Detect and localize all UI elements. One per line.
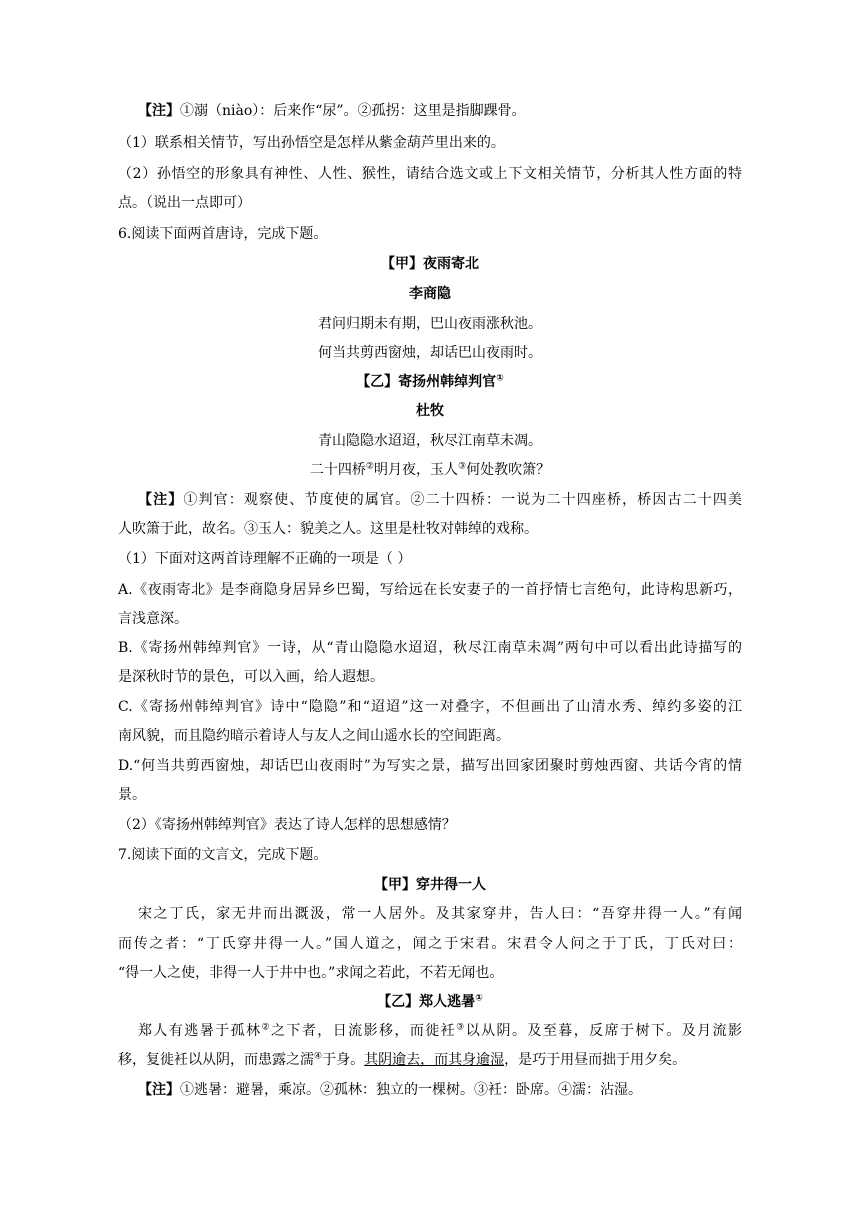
text1-title: 【甲】穿井得一人 — [374, 877, 486, 893]
footnote-mark: ③ — [456, 1022, 466, 1033]
text2-line2-c: ，是巧于用昼而拙于用夕矣。 — [504, 1052, 687, 1068]
note-text: ①溺（niào）：后来作“尿”。②孤拐：这里是指脚踝骨。 — [180, 103, 526, 119]
option-c-line1: C.《寄扬州韩绰判官》诗中“隐隐”和“迢迢”这一对叠字，不但画出了山清水秀、绰约多姿的江 — [118, 699, 742, 715]
option-d-line1: D.“何当共剪西窗烛，却话巴山夜雨时”为写实之景，描写出回家团聚时剪烛西窗、共话今宵的情 — [118, 758, 742, 774]
q5-sub2-line2: 点。（说出一点即可） — [118, 195, 251, 211]
option-a-line2: 言浅意深。 — [118, 611, 188, 627]
poem2-title — [118, 372, 742, 392]
footnote-mark: ③ — [458, 461, 467, 472]
footnote-mark: ④ — [314, 1051, 323, 1062]
poem1-line2: 何当共剪西窗烛，却话巴山夜雨时。 — [318, 345, 542, 361]
q6-note-line2: 人吹箫于此，故名。③玉人：貌美之人。这里是杜牧对韩绰的戏称。 — [118, 521, 538, 537]
poem1-title: 【甲】夜雨寄北 — [381, 256, 479, 272]
q5-sub2-line1: （2）孙悟空的形象具有神性、人性、猴性，请结合选文或上下文相关情节，分析其人性方面的特 — [118, 166, 742, 182]
note-text: ①逃暑：避暑，乘凉。②孤林：独立的一棵树。③衽：卧席。④濡：沾湿。 — [180, 1082, 642, 1098]
option-c-line2: 南风貌，而且隐约暗示着诗人与友人之间山遥水长的空间距离。 — [118, 728, 510, 744]
poem2-author: 杜牧 — [416, 403, 444, 419]
text2-line1 — [138, 1021, 742, 1041]
poem1-author: 李商隐 — [409, 286, 451, 302]
poem2-line1: 青山隐隐水迢迢，秋尽江南草未凋。 — [318, 433, 542, 449]
option-d-line2: 景。 — [118, 787, 146, 803]
text2-line1-a: 郑人有逃暑于孤林 — [138, 1023, 262, 1039]
q7-stem: 7.阅读下面的文言文，完成下题。 — [118, 847, 328, 863]
text2-line2 — [118, 1050, 742, 1070]
text2-line2-b: 于身。 — [322, 1052, 365, 1068]
note-5 — [138, 101, 762, 121]
q6-sub1: （1）下面对这两首诗理解不正确的一项是（ ） — [118, 551, 412, 567]
q6-note-line1 — [138, 490, 742, 510]
poem2-line2-b: 明月夜，玉人 — [374, 462, 458, 478]
option-b-line1: B.《寄扬州韩绰判官》一诗，从“青山隐隐水迢迢，秋尽江南草未凋”两句中可以看出此诗描写的 — [118, 640, 742, 656]
note-text: ①判官：观察使、节度使的属官。②二十四桥：一说为二十四座桥，桥因古二十四美 — [183, 492, 743, 508]
q6-stem: 6.阅读下面两首唐诗，完成下题。 — [118, 226, 328, 242]
text2-line2-a: 移，复徙衽以从阴，而患露之濡 — [118, 1052, 314, 1068]
q7-note — [138, 1080, 762, 1100]
footnote-mark: ① — [475, 993, 483, 1004]
poem2-line2 — [118, 460, 742, 480]
text1-line1: 宋之丁氏，家无井而出溉汲，常一人居外。及其家穿井，告人曰：“吾穿井得一人。”有闻 — [138, 906, 742, 922]
footnote-mark: ① — [496, 373, 504, 384]
text1-line2: 而传之者：“丁氏穿井得一人。”国人道之，闻之于宋君。宋君令人问之于丁氏，丁氏对曰： — [118, 936, 742, 952]
footnote-mark: ② — [365, 461, 374, 472]
poem2-line2-c: 何处教吹箫？ — [466, 462, 551, 478]
text2-line1-b: 之下者，日流影移，而徙衽 — [270, 1023, 457, 1039]
q5-sub1: （1）联系相关情节，写出孙悟空是怎样从紫金葫芦里出来的。 — [118, 135, 505, 151]
poem2-title-text: 【乙】寄扬州韩绰判官 — [356, 374, 497, 390]
footnote-mark: ② — [261, 1022, 271, 1033]
q6-sub2: （2）《寄扬州韩绰判官》表达了诗人怎样的思想感情？ — [118, 817, 456, 833]
text2-title — [118, 992, 742, 1012]
option-a-line1: A.《夜雨寄北》是李商隐身居异乡巴蜀，写给远在长安妻子的一首抒情七言绝句，此诗构思新巧， — [118, 582, 742, 598]
text2-title-text: 【乙】郑人逃暑 — [377, 994, 476, 1010]
note-label: 【注】 — [138, 1082, 180, 1098]
text2-line1-c: 以从阴。及至暮，反席于树下。及月流影 — [465, 1023, 743, 1039]
poem1-line1: 君问归期未有期，巴山夜雨涨秋池。 — [318, 316, 542, 332]
option-b-line2: 是深秋时节的景色，可以入画，给人遐想。 — [118, 669, 384, 685]
underlined-sentence: 其阴逾去，而其身逾湿 — [364, 1052, 505, 1068]
note-label: 【注】 — [138, 103, 180, 119]
text1-line3: “得一人之使，非得一人于井中也。”求闻之若此，不若无闻也。 — [118, 965, 504, 981]
note-label: 【注】 — [138, 492, 184, 508]
poem2-line2-a: 二十四桥 — [309, 462, 366, 478]
